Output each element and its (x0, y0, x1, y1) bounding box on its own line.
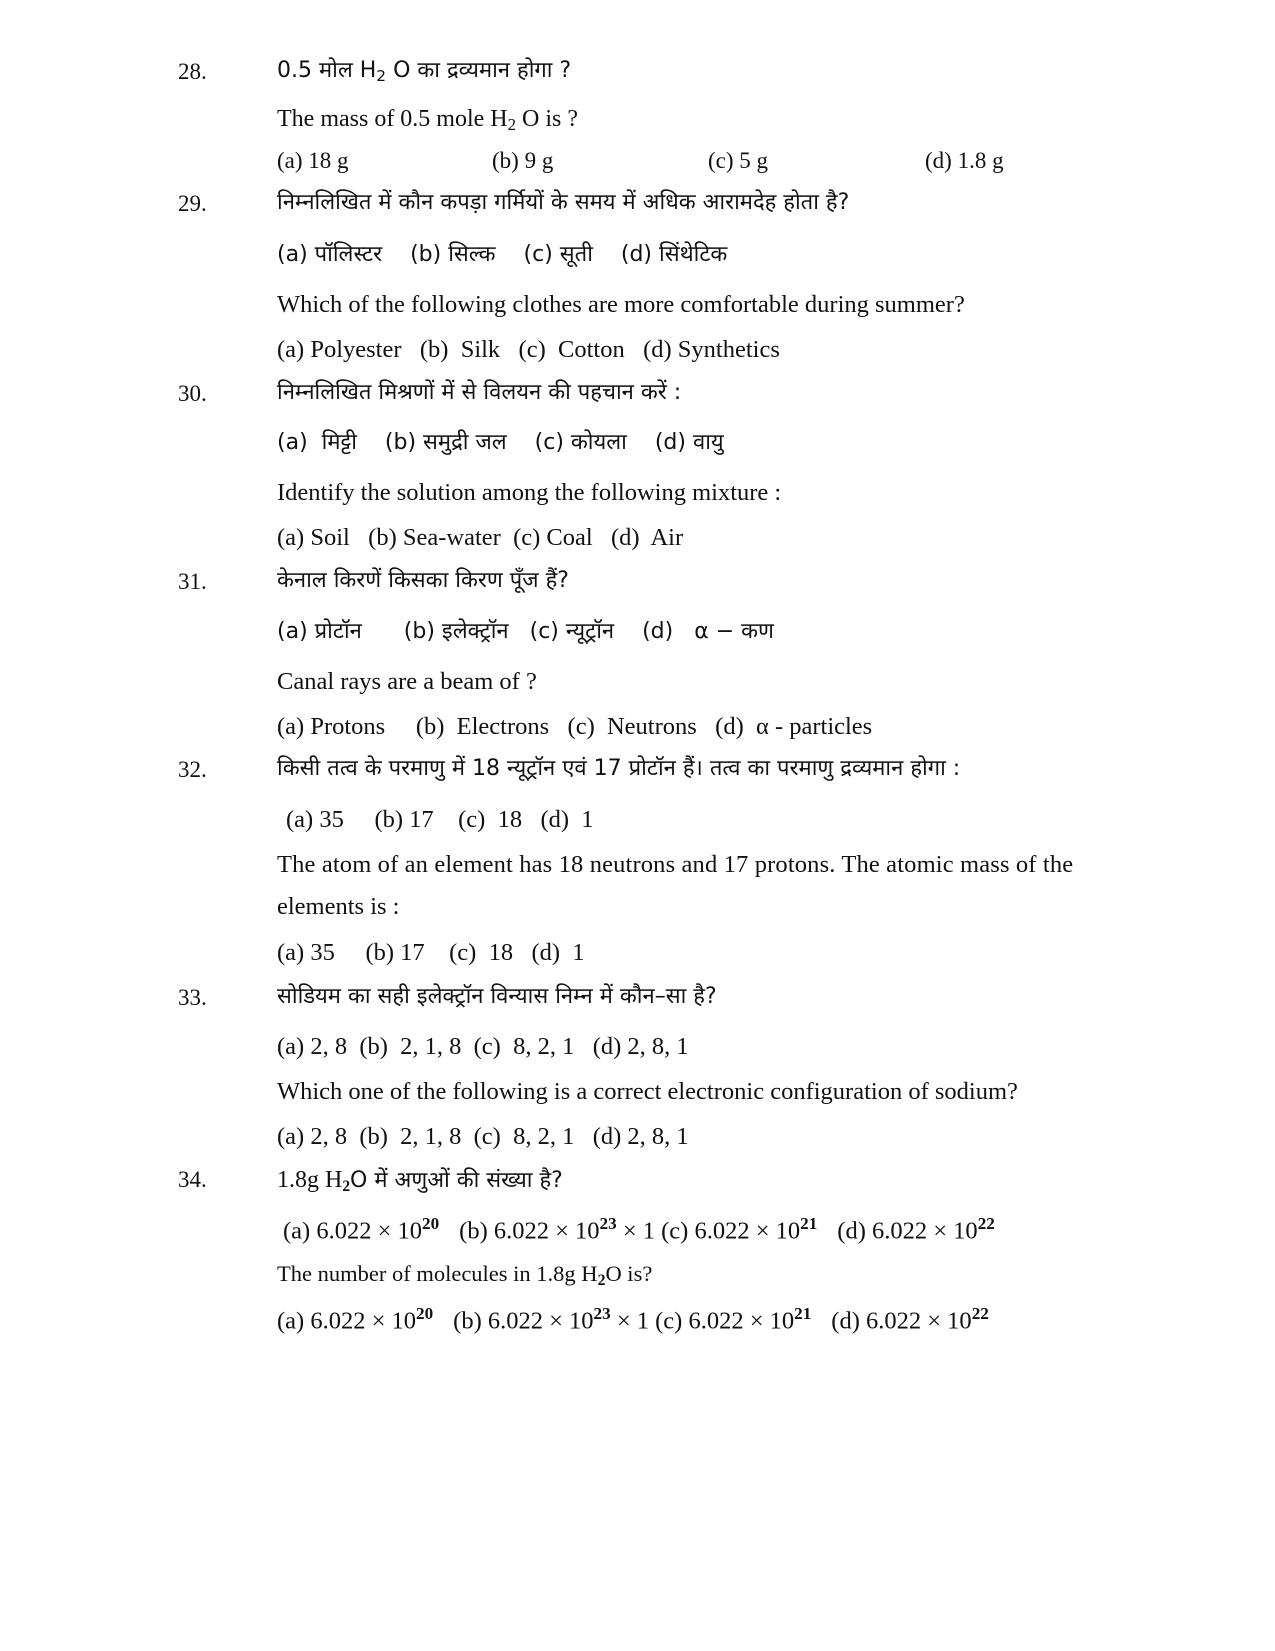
question-number-32: 32. (178, 757, 207, 782)
question-number-33: 33. (178, 985, 207, 1010)
question-30-english: Identify the solution among the following mixture : (277, 479, 782, 506)
question-33-hindi: सोडियम का सही इलेक्ट्रॉन विन्यास निम्न में कौन–सा है? (277, 984, 717, 1009)
question-30-english-options: (a) Soil (b) Sea-water (c) Coal (d) Air (277, 524, 684, 551)
question-number-30: 30. (178, 381, 207, 406)
question-34-hindi-options: (a) $6.022 \times 10^{20}$ (b) $6.022 \times 10^{23} \times 1$ (c) $6.022 \times 10^{21}$ (d) $6.022 \times 10^{22}$ (283, 1214, 995, 1245)
question-34-english: The number of molecules in 1.8g $H_2O$ is? (277, 1261, 653, 1289)
question-number-31: 31. (178, 569, 207, 594)
question-32-english-options: (a) 35 (b) 17 (c) 18 (d) 1 (277, 939, 585, 966)
question-31-hindi-options: (a) प्रोटॉन (b) इलेक्ट्रॉन (c) न्यूट्रॉन (d) α − कण (277, 619, 774, 644)
question-number-29: 29. (178, 191, 207, 216)
question-31-hindi: केनाल किरणें किसका किरण पूँज हैं? (277, 568, 569, 593)
question-30-hindi: निम्नलिखित मिश्रणों में से विलयन की पहचान करें : (277, 380, 682, 405)
question-32-hindi: किसी तत्व के परमाणु में 18 न्यूट्रॉन एवं 17 प्रोटॉन हैं। तत्व का परमाणु द्रव्यमान होगा : (277, 756, 961, 781)
question-33-english-options: (a) 2, 8 (b) 2, 1, 8 (c) 8, 2, 1 (d) 2, 8, 1 (277, 1123, 689, 1150)
question-29-hindi: निम्नलिखित में कौन कपड़ा गर्मियों के समय में अधिक आरामदेह होता है? (277, 190, 850, 215)
question-28-hindi: 0.5 मोल $H_2$ O का द्रव्यमान होगा ? (277, 58, 572, 85)
question-33-hindi-options: (a) 2, 8 (b) 2, 1, 8 (c) 8, 2, 1 (d) 2, 8, 1 (277, 1033, 689, 1060)
question-28-english: The mass of 0.5 mole $H_2$ O is ? (277, 106, 579, 135)
question-28-option-a: (a) 18 g (277, 148, 349, 173)
question-34-english-options: (a) $6.022 \times 10^{20}$ (b) $6.022 \times 10^{23} \times 1$ (c) $6.022 \times 10^{21}$ (d) $6.022 \times 10^{22}$ (277, 1304, 989, 1335)
question-number-34: 34. (178, 1167, 207, 1192)
question-32-english-line2: elements is : (277, 893, 400, 920)
question-32-english-line1: The atom of an element has 18 neutrons and 17 protons. The atomic mass of the (277, 851, 1074, 878)
question-32-hindi-options: (a) 35 (b) 17 (c) 18 (d) 1 (286, 806, 594, 833)
question-28-option-b: (b) 9 g (492, 148, 554, 173)
question-34-hindi: 1.8g $H_2O$ में अणुओं की संख्या है? (277, 1167, 563, 1195)
question-33-english: Which one of the following is a correct electronic configuration of sodium? (277, 1078, 1018, 1105)
question-31-english-options: (a) Protons (b) Electrons (c) Neutrons (d) α - particles (277, 713, 873, 740)
question-28-option-d: (d) 1.8 g (925, 148, 1004, 173)
question-28-option-c: (c) 5 g (708, 148, 769, 173)
question-29-english-options: (a) Polyester (b) Silk (c) Cotton (d) Synthetics (277, 336, 780, 363)
question-29-hindi-options: (a) पॉलिस्टर (b) सिल्क (c) सूती (d) सिंथेटिक (277, 242, 728, 267)
question-31-english: Canal rays are a beam of ? (277, 668, 537, 695)
question-29-english: Which of the following clothes are more comfortable during summer? (277, 291, 965, 318)
question-number-28: 28. (178, 59, 207, 84)
question-30-hindi-options: (a) मिट्टी (b) समुद्री जल (c) कोयला (d) वायु (277, 430, 724, 455)
